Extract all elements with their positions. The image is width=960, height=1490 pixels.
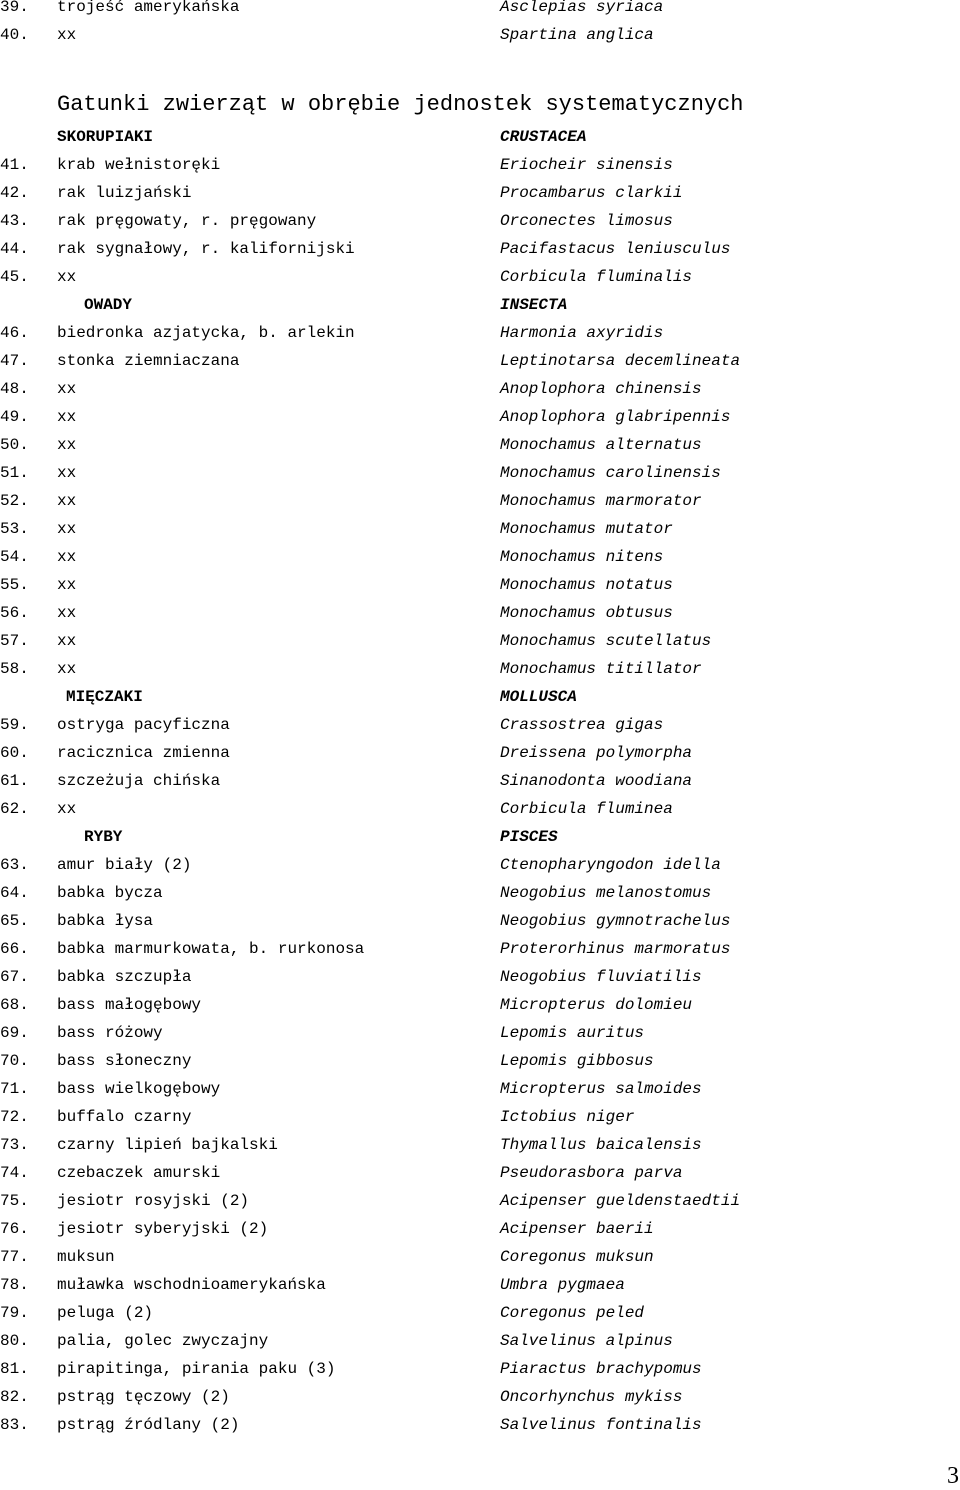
item-number: 59. <box>0 716 29 734</box>
item-number: 40. <box>0 26 29 44</box>
latin-name: Eriocheir sinensis <box>500 156 673 174</box>
latin-name: Coregonus peled <box>500 1304 645 1322</box>
polish-name: ostryga pacyficzna <box>57 716 230 734</box>
list-item <box>0 403 960 431</box>
latin-name: Corbicula fluminalis <box>500 268 693 286</box>
list-item <box>0 515 960 543</box>
item-number: 78. <box>0 1276 29 1294</box>
polish-name: bass małogębowy <box>57 996 202 1014</box>
list-item <box>0 739 960 767</box>
polish-name: xx <box>57 436 77 454</box>
item-number: 71. <box>0 1080 29 1098</box>
item-number: 82. <box>0 1388 29 1406</box>
item-number: 66. <box>0 940 29 958</box>
group-header <box>0 823 960 851</box>
polish-name: xx <box>57 520 77 538</box>
group-header-latin: CRUSTACEA <box>500 128 587 146</box>
group-header-polish: OWADY <box>84 296 133 314</box>
latin-name: Micropterus salmoides <box>500 1080 702 1098</box>
item-number: 57. <box>0 632 29 650</box>
polish-name: palia, golec zwyczajny <box>57 1332 269 1350</box>
item-number: 61. <box>0 772 29 790</box>
list-item <box>0 235 960 263</box>
latin-name: Ctenopharyngodon idella <box>500 856 721 874</box>
list-item <box>0 711 960 739</box>
polish-name: szczeżuja chińska <box>57 772 221 790</box>
latin-name: Acipenser baerii <box>500 1220 654 1238</box>
list-item <box>0 851 960 879</box>
latin-name: Monochamus marmorator <box>500 492 702 510</box>
list-item <box>0 879 960 907</box>
group-header-polish: SKORUPIAKI <box>57 128 154 146</box>
polish-name: rak luizjański <box>57 184 192 202</box>
item-number: 70. <box>0 1052 29 1070</box>
latin-name: Micropterus dolomieu <box>500 996 693 1014</box>
polish-name: xx <box>57 604 77 622</box>
item-number: 54. <box>0 548 29 566</box>
latin-name: Pacifastacus leniusculus <box>500 240 731 258</box>
polish-name: muławka wschodnioamerykańska <box>57 1276 326 1294</box>
latin-name: Salvelinus alpinus <box>500 1332 673 1350</box>
group-header-latin: INSECTA <box>500 296 568 314</box>
list-item <box>0 1355 960 1383</box>
list-item <box>0 795 960 823</box>
polish-name: bass różowy <box>57 1024 163 1042</box>
item-number: 51. <box>0 464 29 482</box>
polish-name: pstrąg źródlany (2) <box>57 1416 240 1434</box>
item-number: 63. <box>0 856 29 874</box>
item-number: 42. <box>0 184 29 202</box>
item-number: 60. <box>0 744 29 762</box>
list-item <box>0 991 960 1019</box>
page-number: 3 <box>947 1463 959 1489</box>
latin-name: Neogobius fluviatilis <box>500 968 702 986</box>
polish-name: xx <box>57 632 77 650</box>
list-item <box>0 767 960 795</box>
latin-name: Neogobius melanostomus <box>500 884 712 902</box>
group-header <box>0 123 960 151</box>
polish-name: pirapitinga, pirania paku (3) <box>57 1360 336 1378</box>
latin-name: Salvelinus fontinalis <box>500 1416 702 1434</box>
latin-name: Monochamus carolinensis <box>500 464 721 482</box>
latin-name: Monochamus alternatus <box>500 436 702 454</box>
polish-name: trojeść amerykańska <box>57 0 240 16</box>
list-item <box>0 151 960 179</box>
item-number: 47. <box>0 352 29 370</box>
latin-name: Coregonus muksun <box>500 1248 654 1266</box>
polish-name: babka bycza <box>57 884 163 902</box>
item-number: 83. <box>0 1416 29 1434</box>
latin-name: Proterorhinus marmoratus <box>500 940 731 958</box>
group-header-latin: MOLLUSCA <box>500 688 577 706</box>
polish-name: xx <box>57 492 77 510</box>
polish-name: rak pręgowaty, r. pręgowany <box>57 212 317 230</box>
latin-name: Pseudorasbora parva <box>500 1164 683 1182</box>
polish-name: xx <box>57 26 77 44</box>
polish-name: muksun <box>57 1248 115 1266</box>
latin-name: Crassostrea gigas <box>500 716 664 734</box>
item-number: 39. <box>0 0 29 16</box>
polish-name: buffalo czarny <box>57 1108 192 1126</box>
item-number: 49. <box>0 408 29 426</box>
polish-name: jesiotr rosyjski (2) <box>57 1192 250 1210</box>
latin-name: Dreissena polymorpha <box>500 744 693 762</box>
latin-name: Oncorhynchus mykiss <box>500 1388 683 1406</box>
item-number: 79. <box>0 1304 29 1322</box>
list-item <box>0 627 960 655</box>
latin-name: Piaractus brachypomus <box>500 1360 702 1378</box>
item-number: 81. <box>0 1360 29 1378</box>
group-header-polish: RYBY <box>84 828 123 846</box>
item-number: 43. <box>0 212 29 230</box>
latin-name: Neogobius gymnotrachelus <box>500 912 731 930</box>
item-number: 55. <box>0 576 29 594</box>
item-number: 80. <box>0 1332 29 1350</box>
latin-name: Monochamus mutator <box>500 520 673 538</box>
list-item <box>0 487 960 515</box>
polish-name: xx <box>57 268 77 286</box>
latin-name: Monochamus scutellatus <box>500 632 712 650</box>
list-item <box>0 1243 960 1271</box>
list-item <box>0 459 960 487</box>
polish-name: babka szczupła <box>57 968 192 986</box>
polish-name: biedronka azjatycka, b. arlekin <box>57 324 355 342</box>
latin-name: Procambarus clarkii <box>500 184 683 202</box>
latin-name: Ictobius niger <box>500 1108 635 1126</box>
latin-name: Monochamus titillator <box>500 660 702 678</box>
list-item <box>0 1019 960 1047</box>
item-number: 52. <box>0 492 29 510</box>
list-item <box>0 319 960 347</box>
item-number: 41. <box>0 156 29 174</box>
item-number: 76. <box>0 1220 29 1238</box>
latin-name: Sinanodonta woodiana <box>500 772 693 790</box>
list-item <box>0 1327 960 1355</box>
polish-name: jesiotr syberyjski (2) <box>57 1220 269 1238</box>
item-number: 67. <box>0 968 29 986</box>
list-item <box>0 655 960 683</box>
item-number: 58. <box>0 660 29 678</box>
latin-name: Leptinotarsa decemlineata <box>500 352 741 370</box>
polish-name: babka marmurkowata, b. rurkonosa <box>57 940 365 958</box>
item-number: 69. <box>0 1024 29 1042</box>
polish-name: krab wełnistoręki <box>57 156 221 174</box>
latin-name: Lepomis gibbosus <box>500 1052 654 1070</box>
polish-name: babka łysa <box>57 912 154 930</box>
list-item <box>0 1075 960 1103</box>
polish-name: xx <box>57 576 77 594</box>
item-number: 72. <box>0 1108 29 1126</box>
list-item <box>0 599 960 627</box>
polish-name: amur biały (2) <box>57 856 192 874</box>
item-number: 65. <box>0 912 29 930</box>
polish-name: bass wielkogębowy <box>57 1080 221 1098</box>
list-item <box>0 1131 960 1159</box>
latin-name: Monochamus obtusus <box>500 604 673 622</box>
group-header-polish: MIĘCZAKI <box>66 688 143 706</box>
list-item <box>0 375 960 403</box>
polish-name: xx <box>57 408 77 426</box>
item-number: 62. <box>0 800 29 818</box>
polish-name: xx <box>57 660 77 678</box>
list-item <box>0 543 960 571</box>
polish-name: czarny lipień bajkalski <box>57 1136 278 1154</box>
list-item <box>0 907 960 935</box>
polish-name: racicznica zmienna <box>57 744 230 762</box>
list-item <box>0 1103 960 1131</box>
item-number: 45. <box>0 268 29 286</box>
group-header <box>0 683 960 711</box>
polish-name: xx <box>57 548 77 566</box>
list-item <box>0 1383 960 1411</box>
list-item <box>0 935 960 963</box>
item-number: 74. <box>0 1164 29 1182</box>
latin-name: Corbicula fluminea <box>500 800 673 818</box>
item-number: 77. <box>0 1248 29 1266</box>
item-number: 68. <box>0 996 29 1014</box>
polish-name: peluga (2) <box>57 1304 154 1322</box>
section-title: Gatunki zwierząt w obrębie jednostek systematycznych <box>57 92 744 117</box>
list-item <box>0 0 960 21</box>
polish-name: bass słoneczny <box>57 1052 192 1070</box>
item-number: 64. <box>0 884 29 902</box>
latin-name: Asclepias syriaca <box>500 0 664 16</box>
list-item <box>0 1299 960 1327</box>
latin-name: Orconectes limosus <box>500 212 673 230</box>
list-item <box>0 263 960 291</box>
list-item <box>0 431 960 459</box>
latin-name: Monochamus nitens <box>500 548 664 566</box>
latin-name: Spartina anglica <box>500 26 654 44</box>
polish-name: stonka ziemniaczana <box>57 352 240 370</box>
list-item <box>0 1047 960 1075</box>
latin-name: Umbra pygmaea <box>500 1276 625 1294</box>
list-item <box>0 1215 960 1243</box>
list-item <box>0 1271 960 1299</box>
list-item <box>0 1411 960 1439</box>
item-number: 44. <box>0 240 29 258</box>
item-number: 46. <box>0 324 29 342</box>
item-number: 48. <box>0 380 29 398</box>
item-number: 53. <box>0 520 29 538</box>
latin-name: Thymallus baicalensis <box>500 1136 702 1154</box>
latin-name: Anoplophora chinensis <box>500 380 702 398</box>
group-header-latin: PISCES <box>500 828 558 846</box>
group-header <box>0 291 960 319</box>
polish-name: xx <box>57 800 77 818</box>
list-item <box>0 963 960 991</box>
latin-name: Anoplophora glabripennis <box>500 408 731 426</box>
item-number: 75. <box>0 1192 29 1210</box>
list-item <box>0 347 960 375</box>
list-item <box>0 1187 960 1215</box>
list-item <box>0 179 960 207</box>
list-item <box>0 207 960 235</box>
polish-name: xx <box>57 464 77 482</box>
polish-name: czebaczek amurski <box>57 1164 221 1182</box>
latin-name: Harmonia axyridis <box>500 324 664 342</box>
item-number: 73. <box>0 1136 29 1154</box>
list-item <box>0 21 960 49</box>
polish-name: pstrąg tęczowy (2) <box>57 1388 230 1406</box>
polish-name: rak sygnałowy, r. kalifornijski <box>57 240 355 258</box>
latin-name: Acipenser gueldenstaedtii <box>500 1192 741 1210</box>
list-item <box>0 571 960 599</box>
latin-name: Lepomis auritus <box>500 1024 645 1042</box>
list-item <box>0 1159 960 1187</box>
item-number: 50. <box>0 436 29 454</box>
latin-name: Monochamus notatus <box>500 576 673 594</box>
polish-name: xx <box>57 380 77 398</box>
item-number: 56. <box>0 604 29 622</box>
